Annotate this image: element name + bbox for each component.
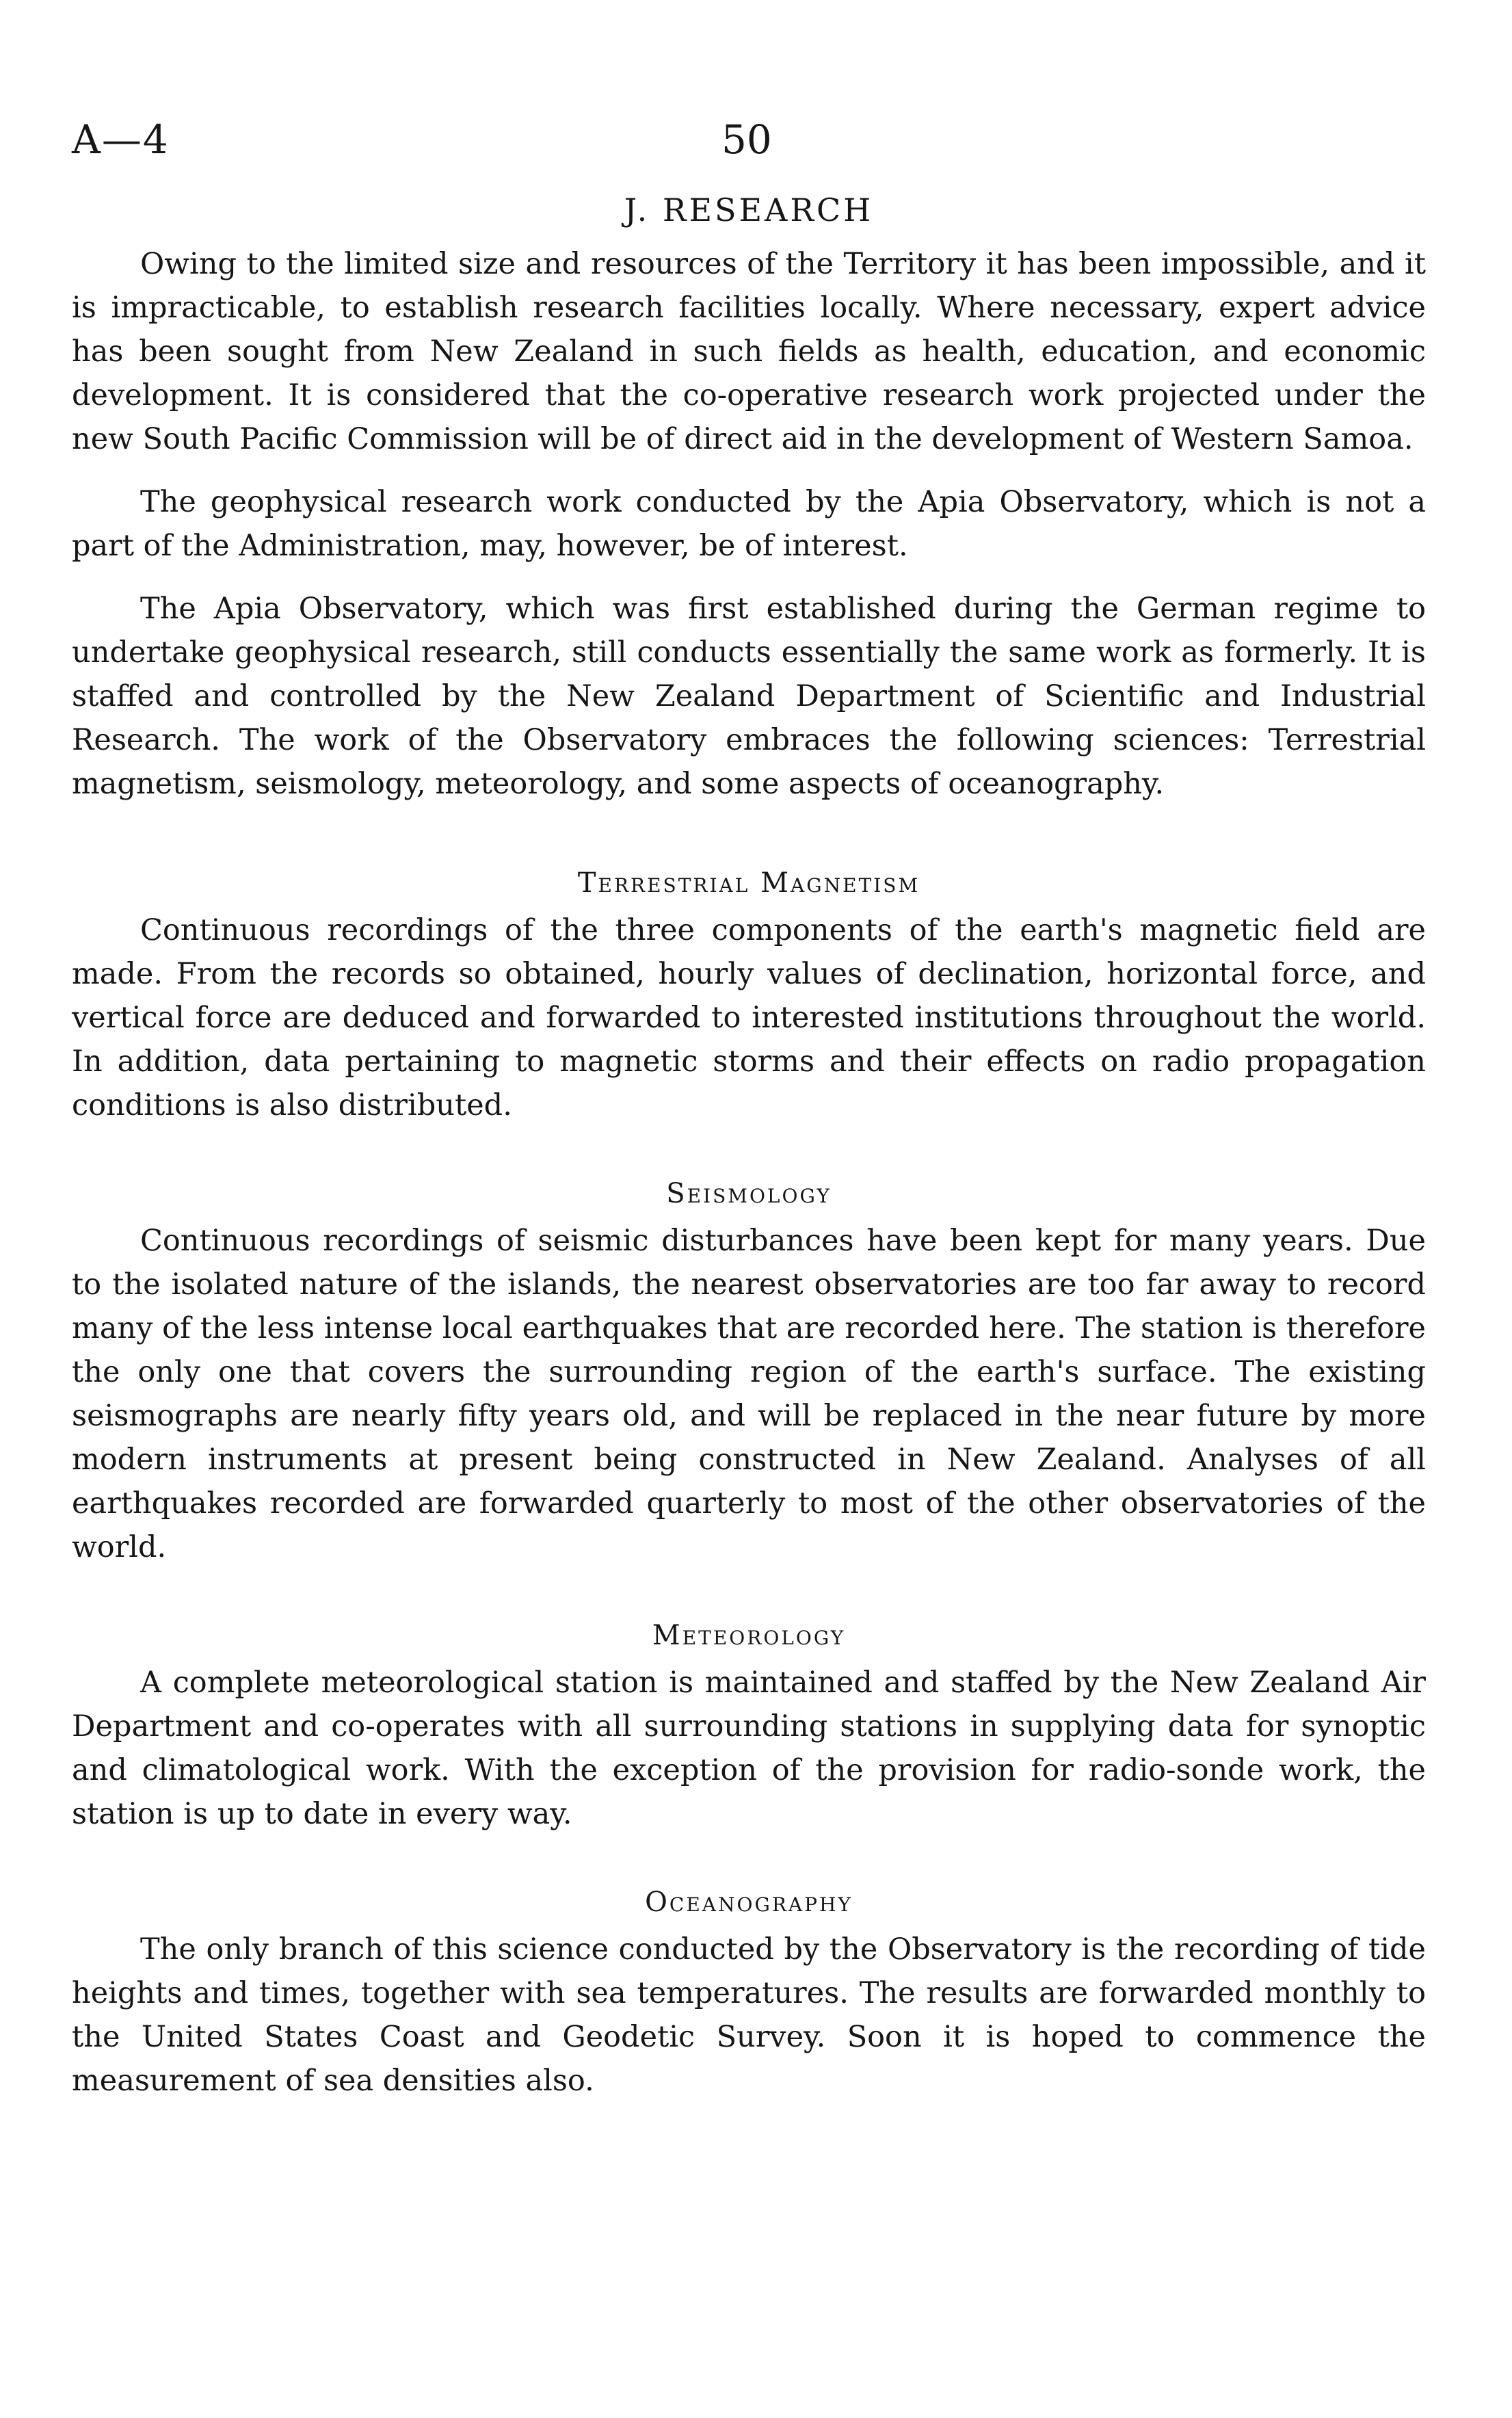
page-header [72, 116, 1426, 192]
subheading-meteorology: Meteorology [652, 1620, 846, 1651]
page-number: 50 [721, 116, 772, 163]
subheading-seismology: Seismology [666, 1178, 832, 1209]
paragraph-meteorology: A complete meteorological station is maintained and staffed by the New Zealand Air Department and co-operates with all surrounding stations in supplying data for synoptic and climatological work. With the exception of the provision for radio-sonde work, the station is up to date in every way. [72, 1666, 1426, 1831]
document-page [72, 116, 1426, 2122]
section-title: J. RESEARCH [624, 192, 874, 228]
intro-paragraph: Owing to the limited size and resources of the Territory it has been impossible, and it is impracticable, to establish research facilities locally. Where necessary, expert advice has been sought from New Zealand in such fields as health, education, and economic development. It is considered that the co-operative research work projected under the new South Pacific Commission will be of direct aid in the development of Western Samoa. [72, 247, 1426, 456]
subheading-oceanography: Oceanography [645, 1887, 853, 1918]
paragraph-terrestrial-magnetism: Continuous recordings of the three components of the earth's magnetic field are made. From the records so obtained, hourly values of declination, horizontal force, and vertical force are deduced and forwarded to interested institutions throughout the world. In addition, data pertaining to magnetic storms and their effects on radio propagation conditions is also distributed. [72, 913, 1426, 1122]
paragraph-seismology: Continuous recordings of seismic disturbances have been kept for many years. Due to the isolated nature of the islands, the nearest observatories are too far away to record many of the less intense local earthquakes that are recorded here. The station is therefore the only one that covers the surrounding region of the earth's surface. The existing seismographs are nearly fifty years old, and will be replaced in the near future by more modern instruments at present being constructed in New Zealand. Analyses of all earthquakes recorded are forwarded quarterly to most of the other observatories of the world. [72, 1224, 1426, 1564]
subheading-terrestrial-magnetism: Terrestrial Magnetism [577, 867, 920, 899]
document-reference: A—4 [72, 116, 170, 163]
intro-paragraph: The Apia Observatory, which was first established during the German regime to undertake geophysical research, still conducts essentially the same work as formerly. It is staffed and controlled by the New Zealand Department of Scientific and Industrial Research. The work of the Observatory embraces the following sciences: Terrestrial magnetism, seismology, meteorology, and some aspects of oceanography. [72, 592, 1426, 801]
intro-paragraph: The geophysical research work conducted by the Apia Observatory, which is not a part of the Administration, may, however, be of interest. [72, 485, 1426, 563]
paragraph-oceanography: The only branch of this science conducted by the Observatory is the recording of tide heights and times, together with sea temperatures. The results are forwarded monthly to the United States Coast and Geodetic Survey. Soon it is hoped to commence the measurement of sea densities also. [72, 1932, 1426, 2098]
